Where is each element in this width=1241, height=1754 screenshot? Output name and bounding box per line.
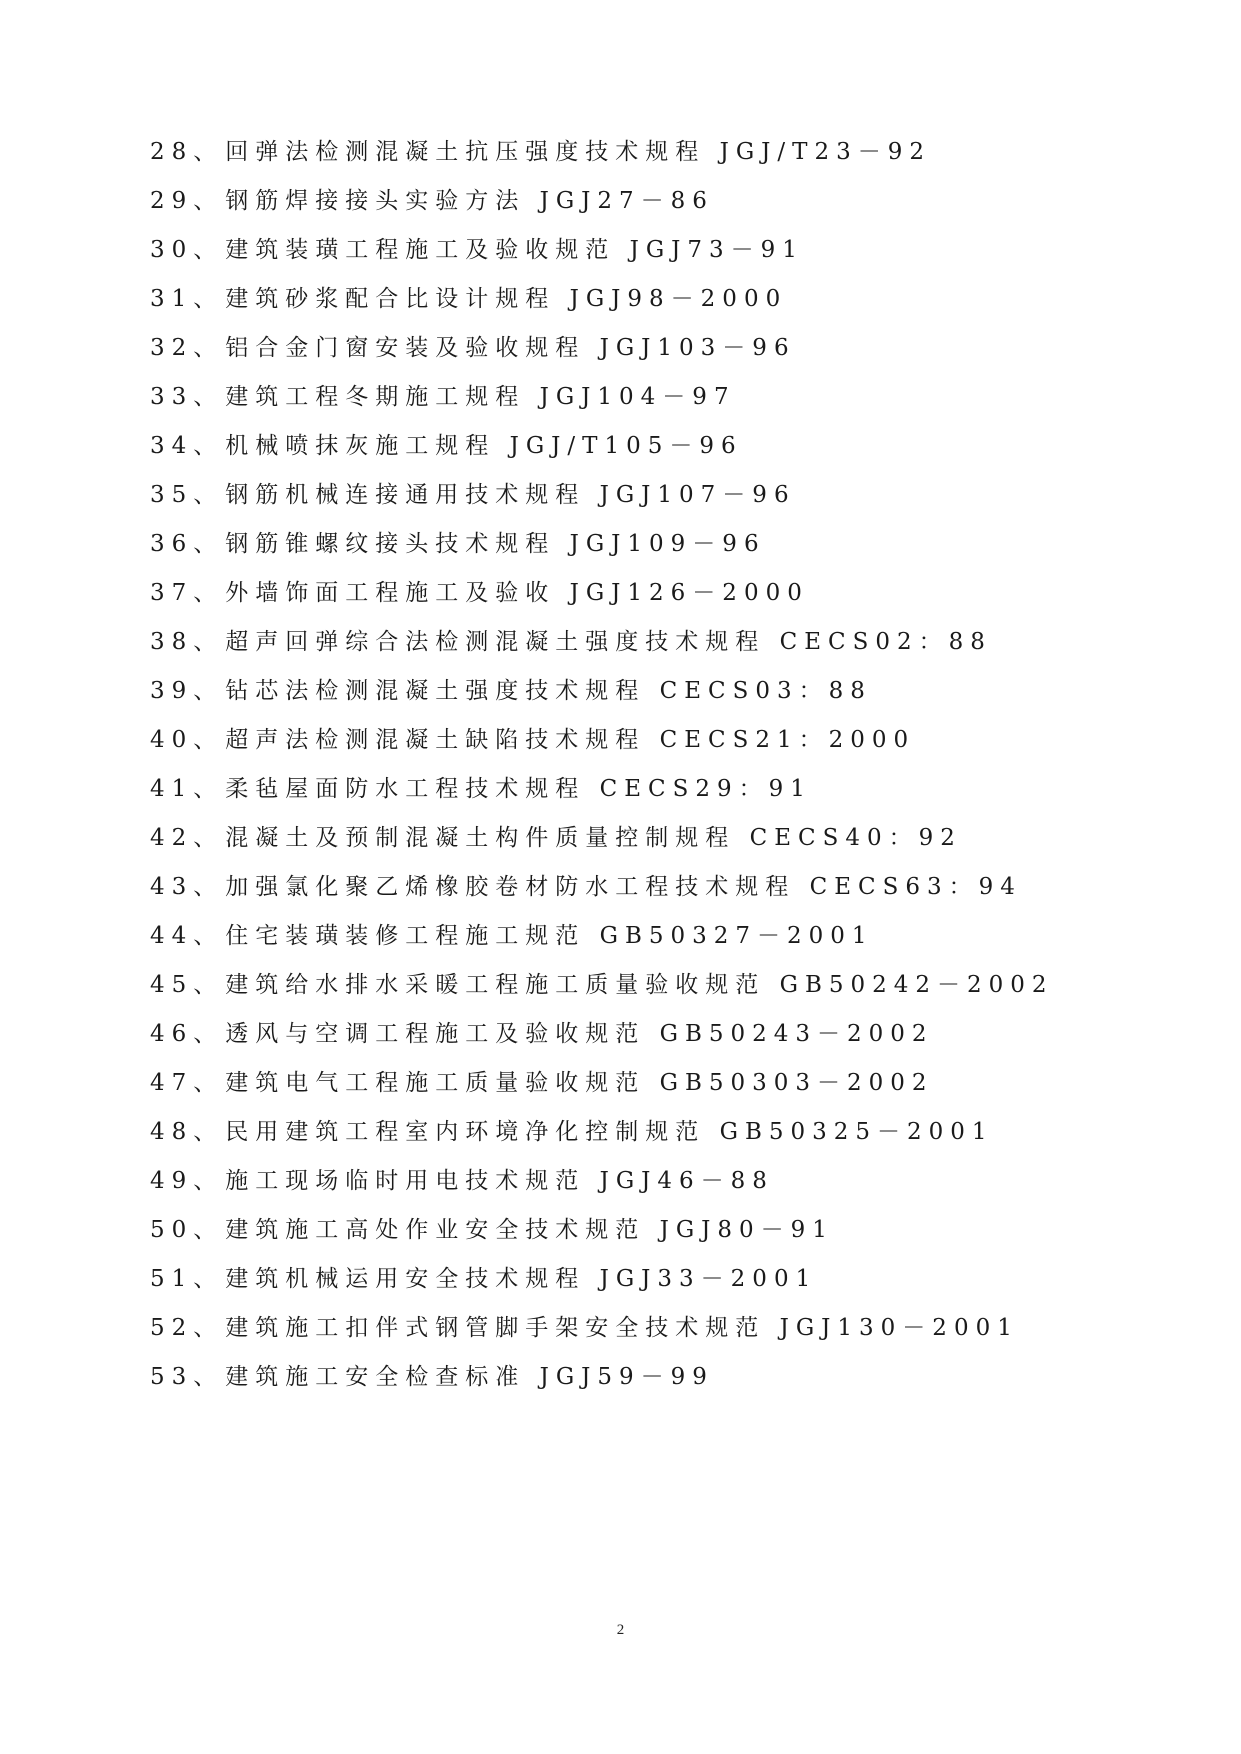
list-item [150,814,1150,863]
list-item [150,1255,1150,1304]
list-item [150,1010,1150,1059]
item-separator: 、 [193,188,224,214]
item-number: 49 [150,1168,194,1194]
item-text: 柔毡屋面防水工程技术规程 CECS29：91 [225,776,812,802]
item-separator: 、 [193,923,224,949]
item-number: 53 [150,1364,194,1390]
item-separator: 、 [193,678,224,704]
list-item [150,373,1150,422]
item-text: 钢筋锥螺纹接头技术规程 JGJ109－96 [225,531,766,557]
list-item [150,520,1150,569]
item-separator: 、 [193,1168,224,1194]
item-number: 34 [150,433,194,459]
item-separator: 、 [193,972,224,998]
item-number: 30 [150,237,194,263]
item-separator: 、 [193,1070,224,1096]
item-number: 32 [150,335,194,361]
item-text: 建筑砂浆配合比设计规程 JGJ98－2000 [225,286,788,312]
item-text: 回弹法检测混凝土抗压强度技术规程 JGJ/T23－92 [225,139,932,165]
list-item [150,1157,1150,1206]
item-text: 铝合金门窗安装及验收规程 JGJ103－96 [225,335,796,361]
item-text: 建筑施工扣伴式钢管脚手架安全技术规范 JGJ130－2001 [225,1315,1019,1341]
item-text: 建筑电气工程施工质量验收规范 GB50303－2002 [225,1070,934,1096]
item-number: 31 [150,286,194,312]
item-number: 43 [150,874,194,900]
list-item [150,569,1150,618]
item-separator: 、 [193,335,224,361]
list-item [150,422,1150,471]
item-text: 民用建筑工程室内环境净化控制规范 GB50325－2001 [225,1119,994,1145]
item-number: 50 [150,1217,194,1243]
item-text: 混凝土及预制混凝土构件质量控制规程 CECS40：92 [225,825,962,851]
list-item [150,226,1150,275]
item-number: 44 [150,923,194,949]
list-item [150,1206,1150,1255]
item-number: 29 [150,188,194,214]
item-number: 47 [150,1070,194,1096]
item-separator: 、 [193,776,224,802]
item-separator: 、 [193,482,224,508]
list-item [150,275,1150,324]
item-text: 透风与空调工程施工及验收规范 GB50243－2002 [225,1021,934,1047]
list-item [150,618,1150,667]
item-number: 51 [150,1266,194,1292]
item-separator: 、 [193,139,224,165]
item-number: 33 [150,384,194,410]
item-number: 39 [150,678,194,704]
item-number: 46 [150,1021,194,1047]
item-text: 建筑装璜工程施工及验收规范 JGJ73－91 [225,237,804,263]
list-item [150,716,1150,765]
item-separator: 、 [193,1217,224,1243]
item-text: 施工现场临时用电技术规范 JGJ46－88 [225,1168,774,1194]
list-item [150,1059,1150,1108]
list-item [150,324,1150,373]
list-item [150,1304,1150,1353]
item-number: 40 [150,727,194,753]
item-separator: 、 [193,874,224,900]
item-text: 机械喷抹灰施工规程 JGJ/T105－96 [225,433,743,459]
item-separator: 、 [193,629,224,655]
list-item [150,765,1150,814]
standards-list [150,128,1150,1402]
item-text: 建筑施工高处作业安全技术规范 JGJ80－91 [225,1217,834,1243]
item-text: 建筑工程冬期施工规程 JGJ104－97 [225,384,736,410]
item-separator: 、 [193,433,224,459]
item-separator: 、 [193,237,224,263]
item-number: 45 [150,972,194,998]
item-text: 建筑施工安全检查标准 JGJ59－99 [225,1364,714,1390]
item-number: 38 [150,629,194,655]
list-item [150,863,1150,912]
item-separator: 、 [193,1021,224,1047]
list-item [150,471,1150,520]
item-separator: 、 [193,1364,224,1390]
list-item [150,1108,1150,1157]
item-number: 37 [150,580,194,606]
item-number: 42 [150,825,194,851]
item-separator: 、 [193,727,224,753]
list-item [150,128,1150,177]
item-separator: 、 [193,384,224,410]
item-separator: 、 [193,1119,224,1145]
item-number: 48 [150,1119,194,1145]
list-item [150,912,1150,961]
item-separator: 、 [193,825,224,851]
list-item [150,961,1150,1010]
item-text: 建筑机械运用安全技术规程 JGJ33－2001 [225,1266,818,1292]
page-number: 2 [616,1622,625,1638]
item-text: 超声回弹综合法检测混凝土强度技术规程 CECS02：88 [225,629,992,655]
item-text: 超声法检测混凝土缺陷技术规程 CECS21：2000 [225,727,916,753]
item-number: 28 [150,139,194,165]
list-item [150,1353,1150,1402]
item-number: 36 [150,531,194,557]
item-text: 加强氯化聚乙烯橡胶卷材防水工程技术规程 CECS63：94 [225,874,1022,900]
item-number: 35 [150,482,194,508]
item-number: 52 [150,1315,194,1341]
item-separator: 、 [193,580,224,606]
item-separator: 、 [193,531,224,557]
list-item [150,667,1150,716]
item-text: 钢筋焊接接头实验方法 JGJ27－86 [225,188,714,214]
list-item [150,177,1150,226]
item-text: 钢筋机械连接通用技术规程 JGJ107－96 [225,482,796,508]
item-separator: 、 [193,1315,224,1341]
item-separator: 、 [193,1266,224,1292]
item-separator: 、 [193,286,224,312]
item-text: 建筑给水排水采暖工程施工质量验收规范 GB50242－2002 [225,972,1054,998]
item-text: 外墙饰面工程施工及验收 JGJ126－2000 [225,580,809,606]
item-text: 钻芯法检测混凝土强度技术规程 CECS03：88 [225,678,872,704]
item-text: 住宅装璜装修工程施工规范 GB50327－2001 [225,923,874,949]
item-number: 41 [150,776,194,802]
